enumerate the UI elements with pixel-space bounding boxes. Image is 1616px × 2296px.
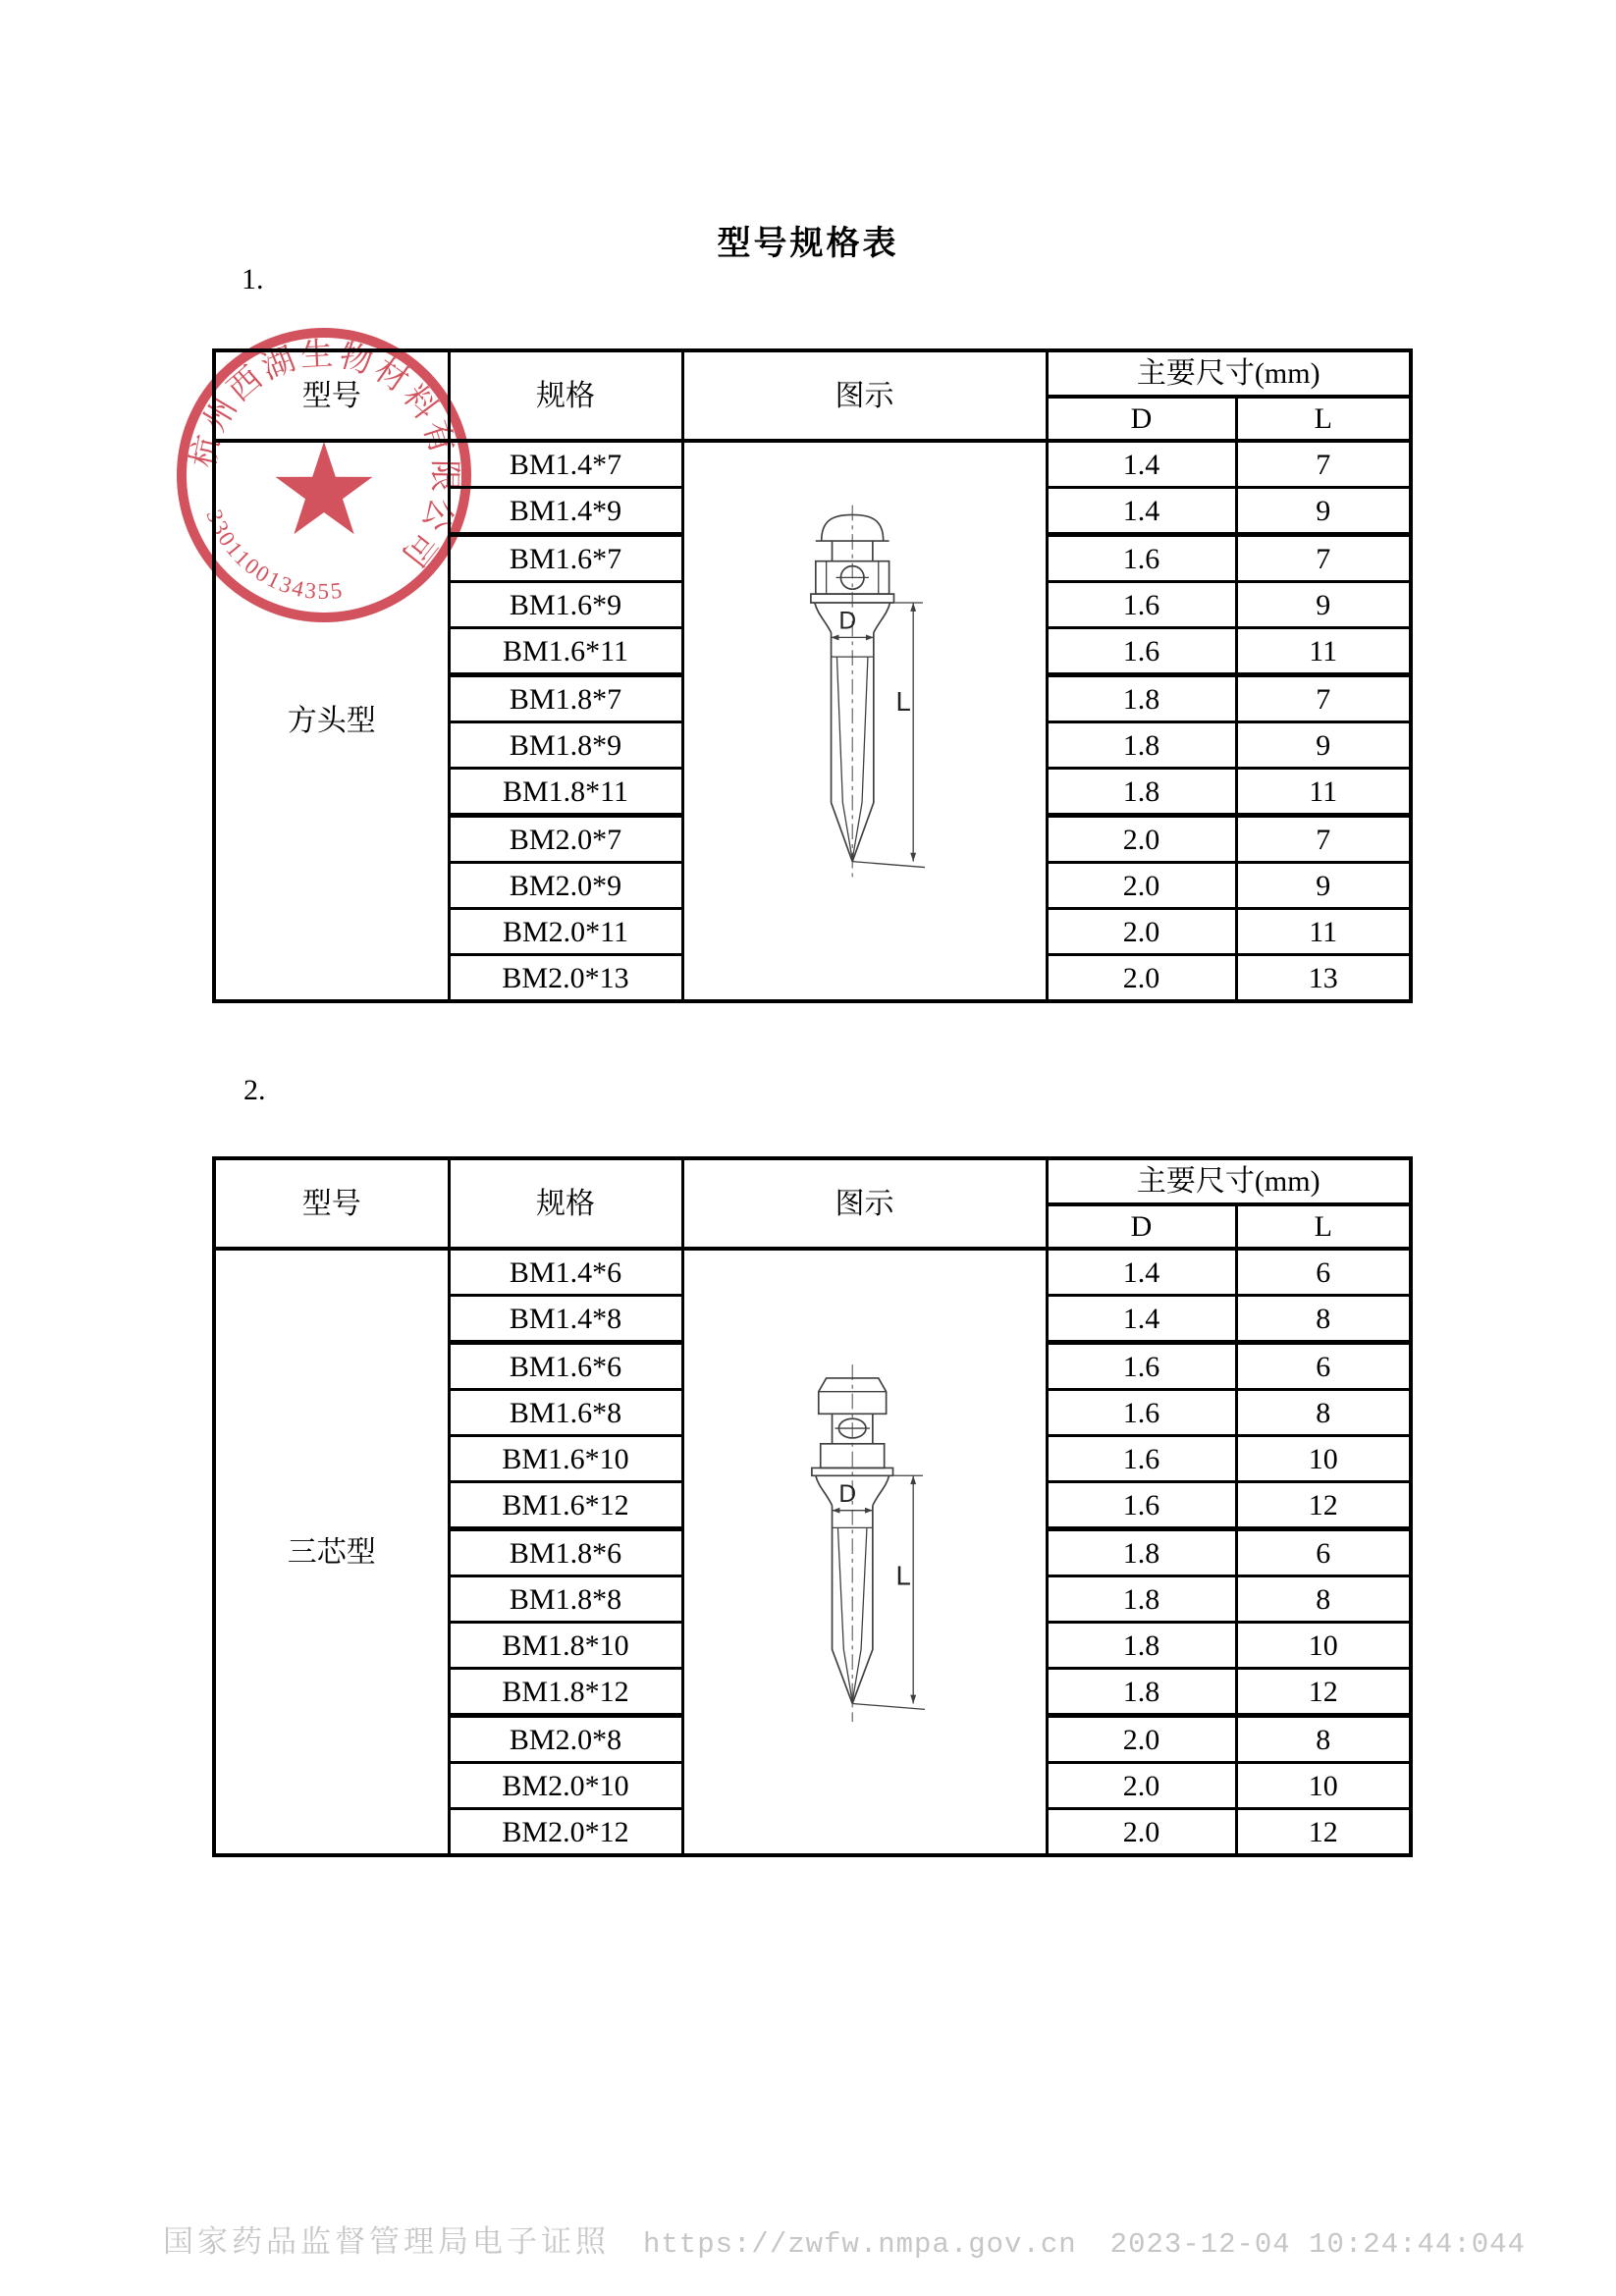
dimension-d-cell: 1.8	[1047, 769, 1236, 816]
header-main-dimensions: 主要尺寸(mm)	[1047, 1158, 1411, 1204]
header-model: 型号	[214, 350, 449, 441]
spec-cell: BM1.6*8	[449, 1390, 682, 1436]
spec-cell: BM1.4*8	[449, 1296, 682, 1343]
header-spec: 规格	[449, 1158, 682, 1249]
spec-cell: BM1.6*10	[449, 1436, 682, 1482]
spec-cell: BM1.6*6	[449, 1343, 682, 1390]
model-type-cell: 方头型	[214, 441, 449, 1001]
spec-cell: BM1.8*7	[449, 675, 682, 722]
dimension-l-cell: 13	[1236, 955, 1411, 1002]
pin-diagram-cell	[682, 441, 1047, 1001]
section-label-1: 1.	[242, 263, 264, 295]
model-type-cell: 三芯型	[214, 1249, 449, 1855]
pin-technical-drawing	[685, 1277, 1044, 1827]
dimension-l-cell: 8	[1236, 1296, 1411, 1343]
spec-cell: BM1.8*10	[449, 1623, 682, 1669]
dimension-d-cell: 1.6	[1047, 535, 1236, 582]
pin-technical-drawing	[685, 447, 1044, 996]
dim-label-l: L	[895, 685, 911, 717]
dimension-d-cell: 2.0	[1047, 1716, 1236, 1763]
svg-text:3301100134355	[201, 507, 344, 604]
spec-cell: BM1.8*11	[449, 769, 682, 816]
header-diagram: 图示	[682, 350, 1047, 441]
pin-diagram-cell	[682, 1249, 1047, 1855]
dimension-d-cell: 2.0	[1047, 909, 1236, 955]
dimension-d-cell: 2.0	[1047, 955, 1236, 1002]
spec-cell: BM2.0*9	[449, 863, 682, 909]
dimension-d-cell: 1.8	[1047, 1576, 1236, 1623]
spec-cell: BM1.4*7	[449, 441, 682, 488]
header-diagram: 图示	[682, 1158, 1047, 1249]
dim-label-l: L	[895, 1560, 911, 1591]
dimension-l-cell: 12	[1236, 1809, 1411, 1856]
dimension-l-cell: 8	[1236, 1716, 1411, 1763]
dimension-l-cell: 12	[1236, 1669, 1411, 1716]
dimension-l-cell: 9	[1236, 582, 1411, 628]
spec-cell: BM1.6*9	[449, 582, 682, 628]
dimension-d-cell: 1.8	[1047, 1529, 1236, 1576]
spec-cell: BM1.8*9	[449, 722, 682, 769]
header-dimension-d: D	[1047, 397, 1236, 441]
dimension-l-cell: 9	[1236, 722, 1411, 769]
section-label-2: 2.	[243, 1074, 266, 1106]
spec-cell: BM2.0*8	[449, 1716, 682, 1763]
dimension-l-cell: 7	[1236, 535, 1411, 582]
dim-label-d: D	[838, 608, 857, 635]
dimension-l-cell: 10	[1236, 1623, 1411, 1669]
watermark-url: https://zwfw.nmpa.gov.cn	[643, 2228, 1077, 2261]
dimension-d-cell: 2.0	[1047, 1809, 1236, 1856]
header-dimension-l: L	[1236, 397, 1411, 441]
dimension-l-cell: 11	[1236, 909, 1411, 955]
spec-table-2-body	[214, 1249, 1411, 1855]
spec-cell: BM2.0*11	[449, 909, 682, 955]
seal-registration-number: 3301100134355	[201, 506, 345, 604]
dimension-d-cell: 1.6	[1047, 1390, 1236, 1436]
dimension-l-cell: 10	[1236, 1436, 1411, 1482]
dimension-d-cell: 1.8	[1047, 722, 1236, 769]
spec-cell: BM1.8*6	[449, 1529, 682, 1576]
dimension-l-cell: 8	[1236, 1390, 1411, 1436]
seal-star-icon	[276, 442, 373, 534]
dimension-l-cell: 11	[1236, 769, 1411, 816]
spec-cell: BM1.4*9	[449, 488, 682, 535]
dimension-l-cell: 12	[1236, 1482, 1411, 1529]
dimension-d-cell: 1.6	[1047, 1436, 1236, 1482]
page-title: 型号规格表	[717, 225, 899, 262]
dimension-l-cell: 11	[1236, 628, 1411, 675]
spec-cell: BM1.4*6	[449, 1249, 682, 1296]
dimension-d-cell: 1.6	[1047, 628, 1236, 675]
dimension-d-cell: 1.4	[1047, 488, 1236, 535]
spec-cell: BM2.0*12	[449, 1809, 682, 1856]
dimension-l-cell: 7	[1236, 816, 1411, 863]
watermark-agency-text: 国家药品监督管理局电子证照	[163, 2224, 610, 2259]
dimension-l-cell: 6	[1236, 1249, 1411, 1296]
spec-table-2	[212, 1156, 1413, 1857]
certificate-watermark	[163, 2216, 1537, 2261]
dimension-d-cell: 1.4	[1047, 1249, 1236, 1296]
header-dimension-d: D	[1047, 1204, 1236, 1249]
dimension-d-cell: 1.4	[1047, 1296, 1236, 1343]
dimension-l-cell: 6	[1236, 1529, 1411, 1576]
dimension-d-cell: 2.0	[1047, 863, 1236, 909]
dimension-l-cell: 8	[1236, 1576, 1411, 1623]
spec-cell: BM2.0*7	[449, 816, 682, 863]
dimension-l-cell: 7	[1236, 441, 1411, 488]
dimension-l-cell: 7	[1236, 675, 1411, 722]
dimension-l-cell: 9	[1236, 863, 1411, 909]
seal-company-name: 杭州西湖生物材料有限公司	[186, 337, 462, 574]
spec-cell: BM1.8*12	[449, 1669, 682, 1716]
dimension-d-cell: 1.6	[1047, 582, 1236, 628]
dimension-d-cell: 1.8	[1047, 675, 1236, 722]
dimension-d-cell: 1.6	[1047, 1343, 1236, 1390]
dimension-d-cell: 1.8	[1047, 1669, 1236, 1716]
company-seal	[162, 321, 486, 645]
header-model: 型号	[214, 1158, 449, 1249]
watermark-timestamp: 2023-12-04 10:24:44:044	[1109, 2228, 1526, 2261]
dim-label-d: D	[838, 1480, 857, 1508]
spec-cell: BM1.8*8	[449, 1576, 682, 1623]
header-dimension-l: L	[1236, 1204, 1411, 1249]
dimension-l-cell: 10	[1236, 1763, 1411, 1809]
dimension-d-cell: 1.4	[1047, 441, 1236, 488]
spec-row	[214, 1249, 1411, 1296]
spec-cell: BM1.6*7	[449, 535, 682, 582]
spec-cell: BM1.6*11	[449, 628, 682, 675]
dimension-d-cell: 1.8	[1047, 1623, 1236, 1669]
dimension-d-cell: 2.0	[1047, 1763, 1236, 1809]
spec-cell: BM1.6*12	[449, 1482, 682, 1529]
dimension-l-cell: 9	[1236, 488, 1411, 535]
dimension-l-cell: 6	[1236, 1343, 1411, 1390]
dimension-d-cell: 2.0	[1047, 816, 1236, 863]
header-main-dimensions: 主要尺寸(mm)	[1047, 350, 1411, 397]
header-spec: 规格	[449, 350, 682, 441]
spec-cell: BM2.0*13	[449, 955, 682, 1002]
spec-cell: BM2.0*10	[449, 1763, 682, 1809]
dimension-d-cell: 1.6	[1047, 1482, 1236, 1529]
